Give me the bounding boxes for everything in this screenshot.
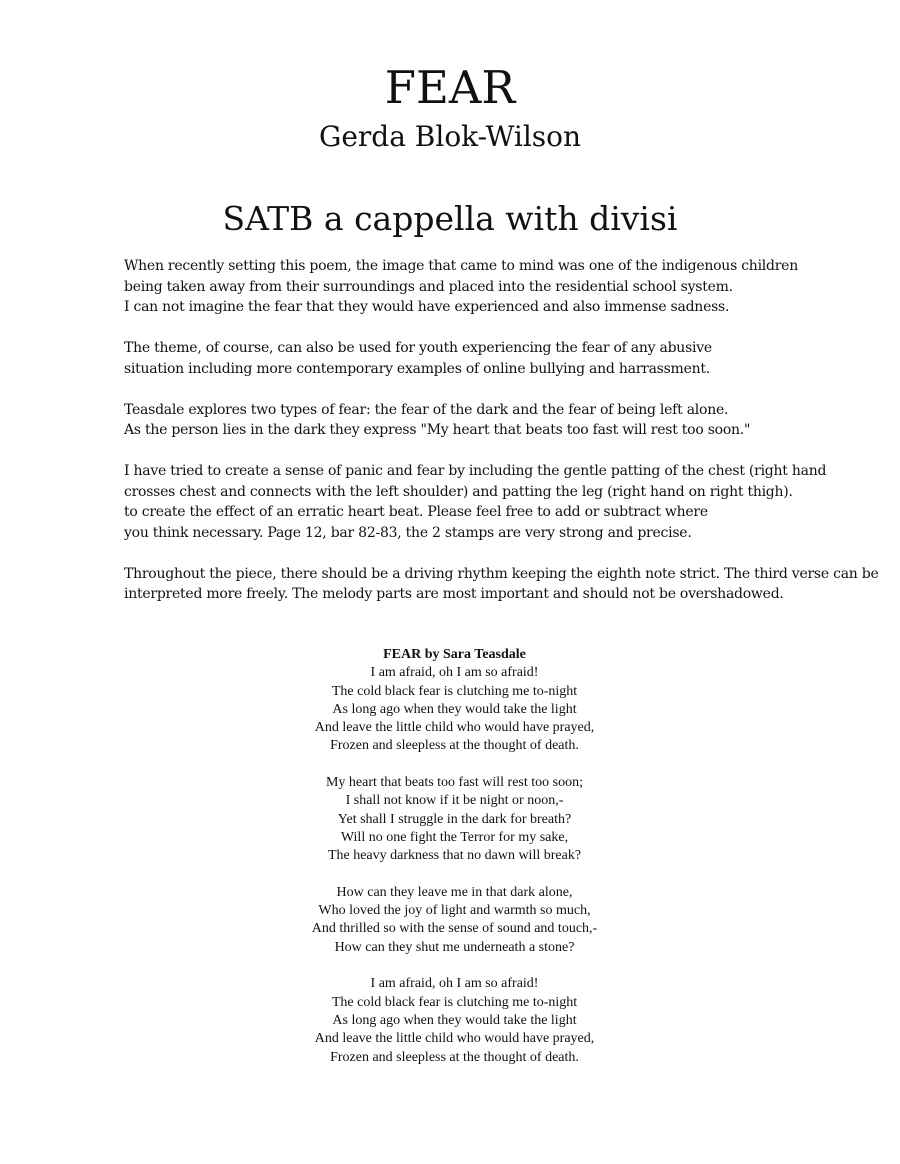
poem-line: How can they leave me in that dark alone, [336, 884, 573, 900]
poem-line: And thrilled so with the sense of sound and touch,- [311, 921, 598, 937]
composer-name: Gerda Blok-Wilson [318, 120, 582, 153]
notes-line: to create the effect of an erratic heart beat. Please feel free to add or subtract where [124, 504, 708, 520]
poem-line: As long ago when they would take the light [332, 701, 577, 717]
poem-line: And leave the little child who would have prayed, [314, 720, 595, 736]
poem-line: And leave the little child who would have prayed, [314, 1031, 595, 1047]
notes-paragraph [124, 338, 884, 379]
poem-line: How can they shut me underneath a stone? [334, 939, 575, 955]
notes-paragraph [124, 400, 884, 441]
notes-paragraph [124, 461, 884, 543]
poem-line: I shall not know if it be night or noon,- [345, 793, 564, 809]
poem-line: I am afraid, oh I am so afraid! [370, 665, 539, 681]
notes-paragraph [124, 256, 884, 318]
notes-line: When recently setting this poem, the image that came to mind was one of the indigenous children [124, 258, 798, 274]
poem-line: Frozen and sleepless at the thought of death. [330, 738, 579, 754]
poem-line: The cold black fear is clutching me to-night [331, 994, 578, 1010]
notes-line: Teasdale explores two types of fear: the fear of the dark and the fear of being left alone. [124, 401, 729, 418]
notes-line: interpreted more freely. The melody parts are most important and should not be overshadowed. [124, 586, 784, 602]
poem-stanza [0, 884, 900, 957]
notes-paragraph [124, 564, 884, 605]
voicing-subtitle: SATB a cappella with divisi [222, 199, 678, 238]
poem-line: Yet shall I struggle in the dark for breath? [337, 811, 572, 827]
notes-line: The theme, of course, can also be used for youth experiencing the fear of any abusive [124, 340, 712, 356]
poem-line: As long ago when they would take the light [332, 1012, 577, 1028]
notes-line: being taken away from their surroundings and placed into the residential school system. [124, 278, 733, 295]
poem-stanza [0, 664, 900, 755]
poem-line: The cold black fear is clutching me to-night [331, 683, 578, 699]
notes-line: I can not imagine the fear that they would have experienced and also immense sadness. [124, 299, 730, 315]
poem-stanza [0, 975, 900, 1066]
performance-notes [124, 256, 884, 625]
notes-line: you think necessary. Page 12, bar 82-83, the 2 stamps are very strong and precise. [124, 524, 692, 541]
poem-title: FEAR by Sara Teasdale [383, 647, 526, 662]
poem-line: Frozen and sleepless at the thought of death. [330, 1049, 579, 1065]
poem-line: Will no one fight the Terror for my sake, [340, 829, 569, 845]
poem-stanza [0, 774, 900, 865]
poem-text [0, 646, 900, 1085]
notes-line: As the person lies in the dark they express "My heart that beats too fast will rest too soon." [124, 422, 751, 438]
notes-line: Throughout the piece, there should be a driving rhythm keeping the eighth note strict. The third verse can be [124, 565, 879, 582]
poem-line: The heavy darkness that no dawn will break? [327, 848, 582, 864]
page-title: FEAR [384, 61, 516, 114]
poem-line: My heart that beats too fast will rest too soon; [325, 775, 583, 791]
poem-line: I am afraid, oh I am so afraid! [370, 976, 539, 992]
notes-line: I have tried to create a sense of panic and fear by including the gentle patting of the chest (right hand [124, 463, 827, 479]
notes-line: crosses chest and connects with the left shoulder) and patting the leg (right hand on right thigh). [124, 483, 793, 500]
notes-line: situation including more contemporary examples of online bullying and harrassment. [124, 360, 710, 377]
poem-line: Who loved the joy of light and warmth so much, [318, 903, 591, 919]
